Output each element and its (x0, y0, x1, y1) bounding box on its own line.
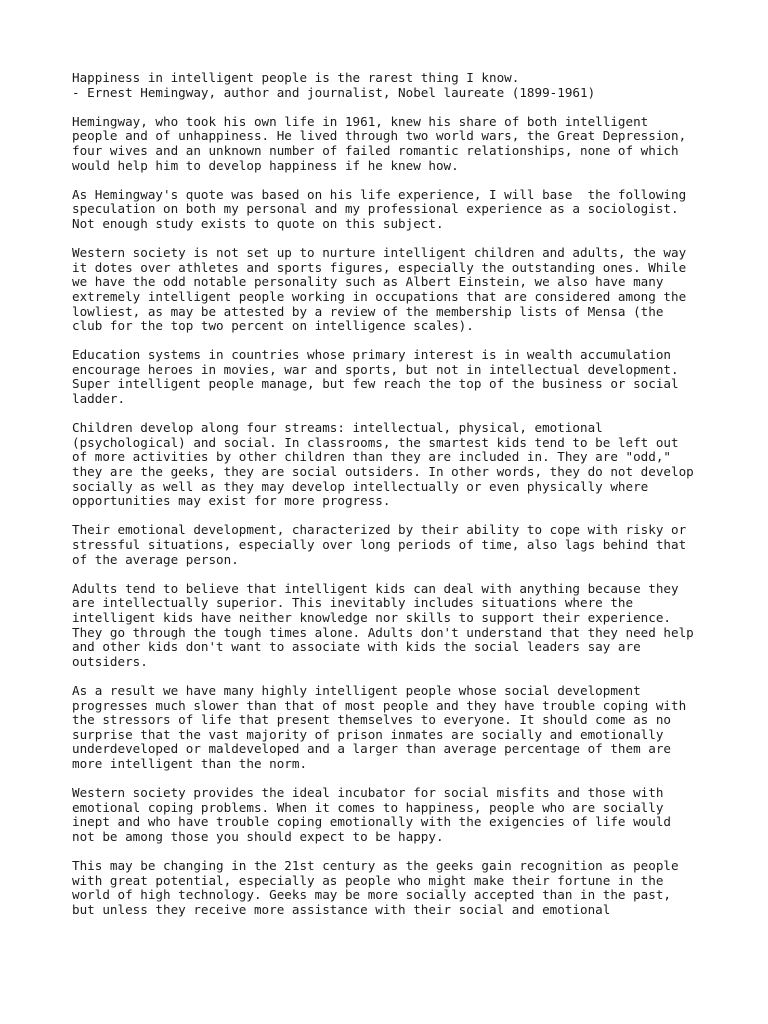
paragraph-emotional-development: Their emotional development, characterized by their ability to cope with risky or stressful situations, especially over long periods of time, also lags behind that of the average person. (72, 522, 687, 567)
epigraph-quote: Happiness in intelligent people is the rarest thing I know. - Ernest Hemingway, author and journalist, Nobel laureate (1899-1961) (72, 70, 596, 100)
paragraph-adults-believe: Adults tend to believe that intelligent kids can deal with anything because they are intellectually superior. This inevitably includes situations where the intelligent kids have neither knowledge nor skills to support their experience. They go through the tough times alone. Adults don't understand that they need help and other kids don't want to associate with kids the social leaders say are outsiders. (72, 580, 694, 669)
document-page (72, 71, 712, 932)
paragraph-western-society: Western society is not set up to nurture intelligent children and adults, the way it dotes over athletes and sports figures, especially the outstanding ones. While we have the odd notable personality such as Albert Einstein, we also have many extremely intelligent people working in occupations that are considered among the lowliest, as may be attested by a review of the membership lists of Mensa (the club for the top two percent on intelligence scales). (72, 245, 687, 334)
paragraph-21st-century: This may be changing in the 21st century as the geeks gain recognition as people with great potential, especially as people who might make their fortune in the world of high technology. Geeks may be more socially accepted than in the past, but unless they receive more assistance with their social and emotional (72, 858, 679, 917)
paragraph-education-systems: Education systems in countries whose primary interest is in wealth accumulation encourage heroes in movies, war and sports, but not in intellectual development. Super intelligent people manage, but few reach the top of the business or social ladder. (72, 347, 679, 407)
paragraph-hemingway-life: Hemingway, who took his own life in 1961, knew his share of both intelligent people and of unhappiness. He lived through two world wars, the Great Depression, four wives and an unknown number of failed romantic relationships, none of which would help him to develop happiness if he knew how. (72, 113, 687, 173)
paragraph-four-streams: Children develop along four streams: intellectual, physical, emotional (psychological) and social. In classrooms, the smartest kids tend to be left out of more activities by other children than they are included in. They are "odd," they are the geeks, they are social outsiders. In other words, they do not develop socially as well as they may develop intellectually or even physically where opportunities may exist for more progress. (72, 420, 694, 509)
paragraph-speculation-basis: As Hemingway's quote was based on his life experience, I will base the following speculation on both my personal and my professional experience as a sociologist. Not enough study exists to quote on this subject. (72, 186, 687, 231)
paragraph-ideal-incubator: Western society provides the ideal incubator for social misfits and those with emotional coping problems. When it comes to happiness, people who are socially inept and who have trouble coping emotionally with the exigencies of life would not be among those you should expect to be happy. (72, 785, 671, 844)
paragraph-as-a-result: As a result we have many highly intelligent people whose social development progresses much slower than that of most people and they have trouble coping with the stressors of life that present themselves to everyone. It should come as no surprise that the vast majority of prison inmates are socially and emotionally underdeveloped or maldeveloped and a larger than average percentage of them are more intelligent than the norm. (72, 682, 687, 771)
